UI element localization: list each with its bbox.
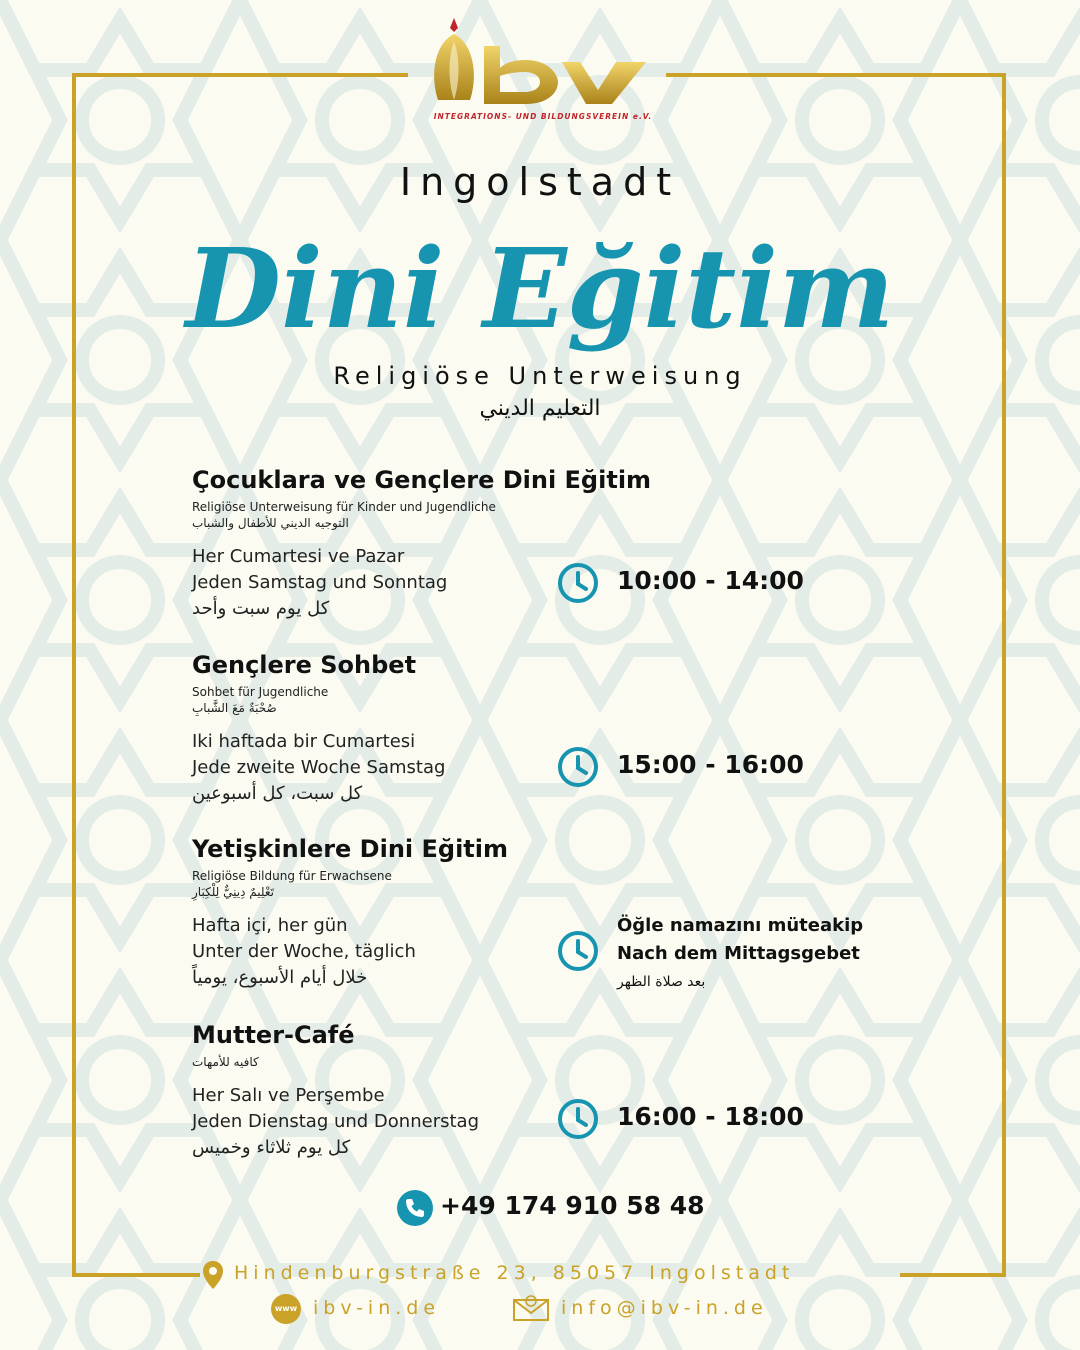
section-title: Mutter-Café (192, 1021, 355, 1049)
prayer-time-info (617, 912, 863, 996)
section-title-german: Sohbet für Jugendliche (192, 685, 329, 699)
prayer-time-ar: بعد صلاة الظهر (617, 974, 706, 990)
section-children-education (192, 466, 912, 622)
section-title: Yetişkinlere Dini Eğitim (192, 835, 509, 863)
subtitle-arabic: التعليم الديني (479, 396, 601, 421)
section-title-german: Religiöse Unterweisung für Kinder und Jugendliche (192, 500, 496, 514)
prayer-time-tr: Öğle namazını müteakip (617, 915, 864, 936)
location-pin-icon (202, 1260, 224, 1290)
www-icon: www (271, 1294, 301, 1324)
section-title-arabic: كافيه للأمهات (192, 1055, 259, 1069)
clock-icon (556, 745, 600, 789)
section-title-arabic: التوجيه الديني للأطفال والشباب (192, 516, 349, 530)
schedule-line-ar: كل سبت، كل أسبوعين (192, 783, 363, 804)
section-title-german: Religiöse Bildung für Erwachsene (192, 869, 392, 883)
schedule-line-tr: Iki haftada bir Cumartesi (192, 731, 416, 752)
clock-icon (556, 929, 600, 973)
time-range: 16:00 - 18:00 (617, 1102, 804, 1131)
section-title: Çocuklara ve Gençlere Dini Eğitim (192, 466, 652, 494)
frame-top-right (666, 73, 1006, 77)
schedule-line-ar: كل يوم ثلاثاء وخميس (192, 1137, 351, 1158)
schedule-line-ar: خلال أيام الأسبوع، يومياً (192, 967, 368, 988)
phone-number[interactable]: +49 174 910 58 48 (440, 1191, 705, 1220)
schedule-line-tr: Her Salı ve Perşembe (192, 1085, 385, 1106)
subtitle-german: Religiöse Unterweisung (333, 362, 747, 390)
schedule-line-de: Jeden Dienstag und Donnerstag (192, 1111, 479, 1132)
schedule-line-de: Jede zweite Woche Samstag (192, 757, 446, 778)
section-youth-sohbet (192, 651, 912, 807)
mail-icon (512, 1292, 550, 1322)
schedule-line-de: Unter der Woche, täglich (192, 941, 416, 962)
section-title-arabic: تَعْلِيمٌ دِينِيٌّ لِلْكِبَارِ (192, 885, 274, 899)
phone-icon (396, 1189, 434, 1227)
logo-subtitle: INTEGRATIONS- UND BILDUNGSVEREIN e.V. (433, 112, 653, 121)
schedule-line-tr: Hafta içi, her gün (192, 915, 348, 936)
time-range: 10:00 - 14:00 (617, 566, 804, 595)
page-title: Dini Eğitim (185, 224, 895, 353)
section-title-arabic: صُحْبَةٌ مَعَ الشَّبابِ (192, 701, 277, 715)
address: Hindenburgstraße 23, 85057 Ingolstadt (234, 1262, 795, 1284)
email-link[interactable]: info@ibv-in.de (561, 1297, 768, 1319)
clock-icon (556, 1097, 600, 1141)
schedule-line-de: Jeden Samstag und Sonntag (192, 572, 448, 593)
schedule-line-tr: Her Cumartesi ve Pazar (192, 546, 405, 567)
frame-top-left (72, 73, 408, 77)
clock-icon (556, 561, 600, 605)
section-mutter-cafe (192, 1021, 912, 1161)
prayer-time-de: Nach dem Mittagsgebet (617, 943, 860, 964)
schedule-line-ar: كل يوم سبت وأحد (192, 598, 330, 619)
website-link[interactable]: ibv-in.de (313, 1297, 441, 1319)
frame-bottom-right (900, 1273, 1006, 1277)
time-range: 15:00 - 16:00 (617, 750, 804, 779)
city-heading: Ingolstadt (399, 160, 681, 204)
frame-bottom-left (72, 1273, 200, 1277)
section-title: Gençlere Sohbet (192, 651, 417, 679)
